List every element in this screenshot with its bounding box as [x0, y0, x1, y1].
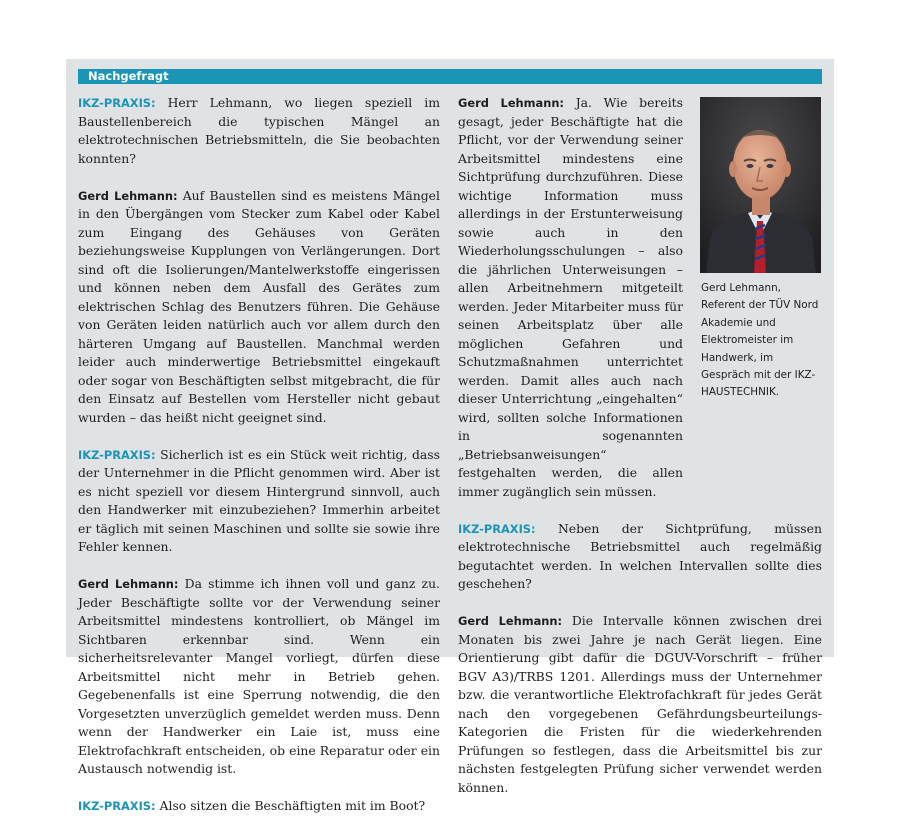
speaker-label: Gerd Lehmann: [78, 577, 179, 591]
answer-text: Auf Baustellen sind es meistens Mängel in den Übergängen vom Stecker zum Kabel oder Kabel zum Eingang des Gehäuses von Geräten beziehungsweise Kupplungen von Verlängerungen. Dort sind oft die Isolierungen/Mantelwerkstoffe eingerissen und können neben dem Ausfall des Gerätes zum elektrischen Schlag des Benutzers führen. Die Gehäuse von Geräten leiden natürlich auch vor allem durch den härteren Umgang auf Baustellen. Manchmal werden leider auch minderwertige Betriebsmittel eingekauft oder sogar von Beschäftigten selbst mitgebracht, die für den Einsatz auf Bestellen vom Hersteller nicht gebaut wurden – das heißt nicht geeignet sind. [78, 187, 440, 425]
answer-text: Ja. Wie bereits gesagt, jeder Beschäftigte hat die Pflicht, vor der Verwendung seiner Arbeitsmittel mindestens eine Sichtprüfung durchzuführen. Diese wichtige Information muss allerdings in der Erstunterweisung sowie auch in den Wiederholungsschulungen – also die jährlichen Unterweisungen – allen Arbeitnehmern mitgeteilt werden. Jeder Mitarbeiter muss für seinen Arbeitsplatz über alle möglichen Gefahren und Schutzmaßnahmen unterrichtet werden. Damit alles auch nach dieser Unterrichtung „eingehalten“ wird, sollten solche Informationen in sogenannten „Betriebsanweisungen“ festgehalten werden, die allen immer zugänglich sein müssen. [458, 95, 683, 499]
photo-caption: Gerd Lehmann, Referent der TÜV Nord Akademie und Elektromeister im Handwerk, im Gespräch mit der IKZ-HAUSTECHNIK. [701, 282, 819, 399]
answer-4 [458, 612, 822, 797]
question-3 [78, 797, 440, 816]
section-title: Nachgefragt [88, 69, 169, 83]
question-text: Also sitzen die Beschäftigten mit im Boot? [159, 798, 426, 813]
answer-text: Da stimme ich ihnen voll und ganz zu. Jeder Beschäftigte sollte vor der Verwendung seiner Arbeitsmittel mindestens kontrolliert, ob Mängel im Sichtbaren erkennbar sind. Wenn ein sicherheitsrelevanter Mangel vorliegt, dürfen diese Arbeitsmittel nicht mehr in Betrieb gehen. Gegebenenfalls ist eine Sperrung notwendig, die den Vorgesetzten unverzüglich gemeldet werden muss. Denn wenn der Handwerker ein Laie ist, muss eine Elektrofachkraft entscheiden, ob eine Reparatur oder ein Austausch notwendig ist. [78, 576, 440, 776]
speaker-label: IKZ-PRAXIS: [458, 521, 536, 536]
question-text: Sicherlich ist es ein Stück weit richtig, dass der Unternehmer in die Pflicht genommen wird. Aber ist es nicht speziell vor diesem Hintergrund sinnvoll, auch den Handwerker mit einzubeziehen? Immerhin arbeitet er täglich mit seinen Maschinen und sollte sie sowie ihre Fehler kennen. [78, 446, 440, 554]
speaker-label: Gerd Lehmann: [458, 614, 563, 628]
answer-text: Die Intervalle können zwischen drei Monaten bis zwei Jahre je nach Gerät liegen. Eine Orientierung gibt dafür die DGUV-Vorschrift – früher BGV A3)/TRBS 1201. Allerdings muss der Unternehmer bzw. die verantwortliche Elektrofachkraft für jedes Gerät nach den vorgegebenen Gefährdungsbeurteilungs-Kategorien die Fristen für die wiederkehrenden Prüfungen so festlegen, dass die Arbeitsmittel bis zur nächsten festgelegten Prüfung sicher verwendet werden können. [458, 613, 823, 795]
portrait-illustration [700, 97, 821, 273]
speaker-label: Gerd Lehmann: [458, 96, 564, 110]
section-header-bar [78, 69, 822, 84]
portrait-photo [700, 97, 821, 273]
speaker-label: IKZ-PRAXIS: [78, 799, 156, 813]
question-2 [78, 446, 440, 557]
answer-2 [78, 575, 440, 779]
answer-3 [458, 94, 683, 501]
question-1 [78, 94, 440, 168]
question-4 [458, 520, 822, 594]
question-text: Herr Lehmann, wo liegen speziell im Baustellenbereich die typischen Mängel an elektrotechnischen Betriebsmitteln, die Sie beobachten konnten? [78, 95, 440, 166]
question-text: Neben der Sichtprüfung, müssen elektrotechnische Betriebsmittel auch regelmäßig begutachtet werden. In welchen Intervallen sollte dies geschehen? [458, 520, 822, 591]
speaker-label: Gerd Lehmann: [78, 188, 178, 203]
answer-1 [78, 187, 440, 428]
speaker-label: IKZ-PRAXIS: [78, 447, 156, 462]
left-column [78, 94, 440, 834]
speaker-label: IKZ-PRAXIS: [78, 96, 156, 110]
